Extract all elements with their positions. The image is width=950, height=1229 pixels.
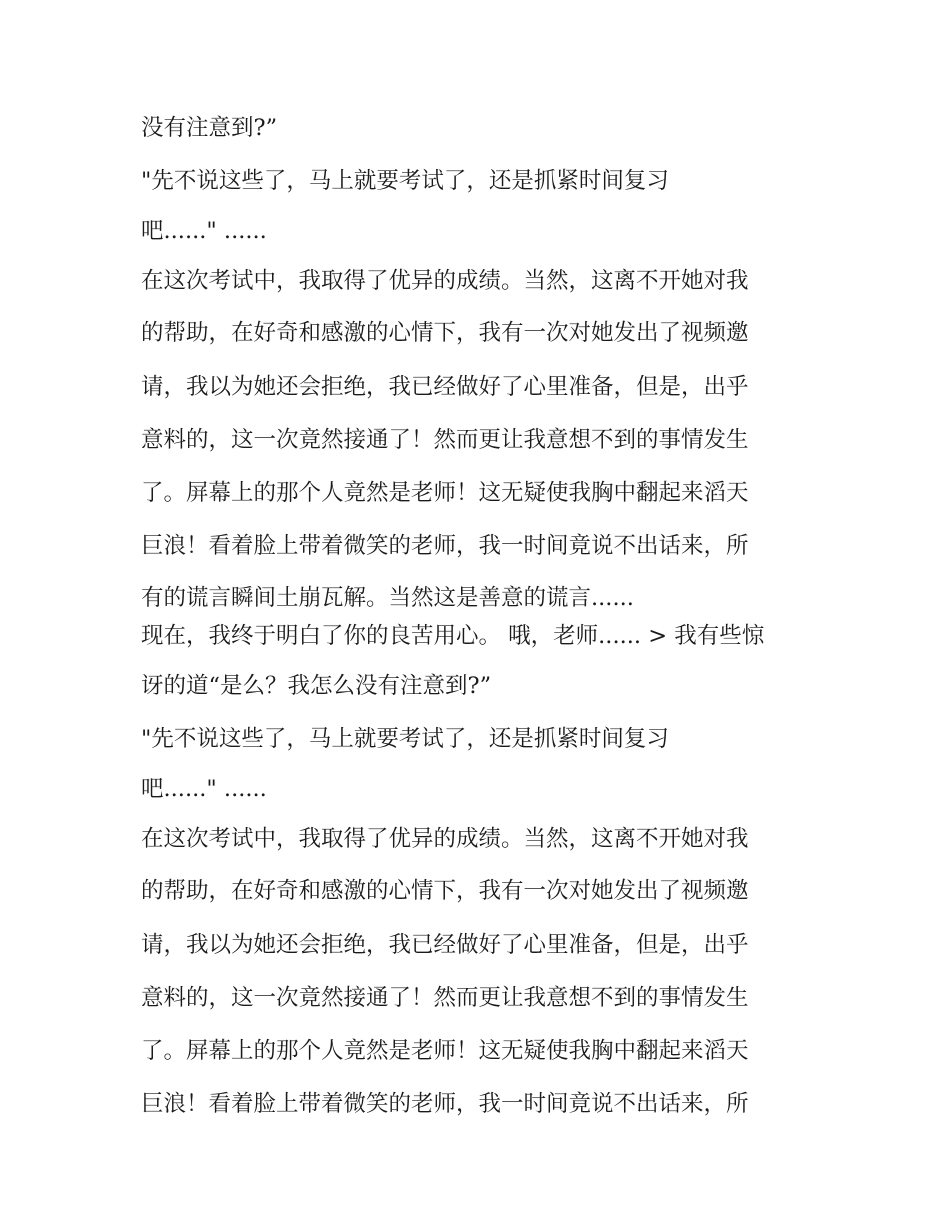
text-line: 吧......" ...... <box>141 776 267 802</box>
text-line: 巨浪！看着脸上带着微笑的老师，我一时间竟说不出话来，所 <box>141 1091 749 1117</box>
text-line: 的帮助，在好奇和感激的心情下，我有一次对她发出了视频邀 <box>141 878 749 904</box>
text-line: 请，我以为她还会拒绝，我已经做好了心里准备，但是，出乎 <box>141 374 749 400</box>
text-line: 请，我以为她还会拒绝，我已经做好了心里准备，但是，出乎 <box>141 932 749 958</box>
text-line: "先不说这些了，马上就要考试了，还是抓紧时间复习 <box>141 726 669 752</box>
text-line: 巨浪！看着脸上带着微笑的老师，我一时间竟说不出话来，所 <box>141 533 749 559</box>
text-line: 了。屏幕上的那个人竟然是老师！这无疑使我胸中翻起来滔天 <box>141 480 749 506</box>
text-line: 吧......" ...... <box>141 218 267 244</box>
text-line: 没有注意到?” <box>141 115 278 141</box>
text-line: 讶的道“是么？我怎么没有注意到?” <box>141 673 492 699</box>
text-line: 了。屏幕上的那个人竟然是老师！这无疑使我胸中翻起来滔天 <box>141 1038 749 1064</box>
text-line: 有的谎言瞬间土崩瓦解。当然这是善意的谎言...... <box>141 585 634 611</box>
text-line: 在这次考试中，我取得了优异的成绩。当然，这离不开她对我 <box>141 826 749 852</box>
text-line: 意料的，这一次竟然接通了！然而更让我意想不到的事情发生 <box>141 985 749 1011</box>
text-line: 意料的，这一次竟然接通了！然而更让我意想不到的事情发生 <box>141 427 749 453</box>
text-line: 的帮助，在好奇和感激的心情下，我有一次对她发出了视频邀 <box>141 320 749 346</box>
text-line: "先不说这些了，马上就要考试了，还是抓紧时间复习 <box>141 168 669 194</box>
text-line: 现在，我终于明白了你的良苦用心。 哦，老师...... > 我有些惊 <box>141 623 765 649</box>
text-line: 在这次考试中，我取得了优异的成绩。当然，这离不开她对我 <box>141 268 749 294</box>
